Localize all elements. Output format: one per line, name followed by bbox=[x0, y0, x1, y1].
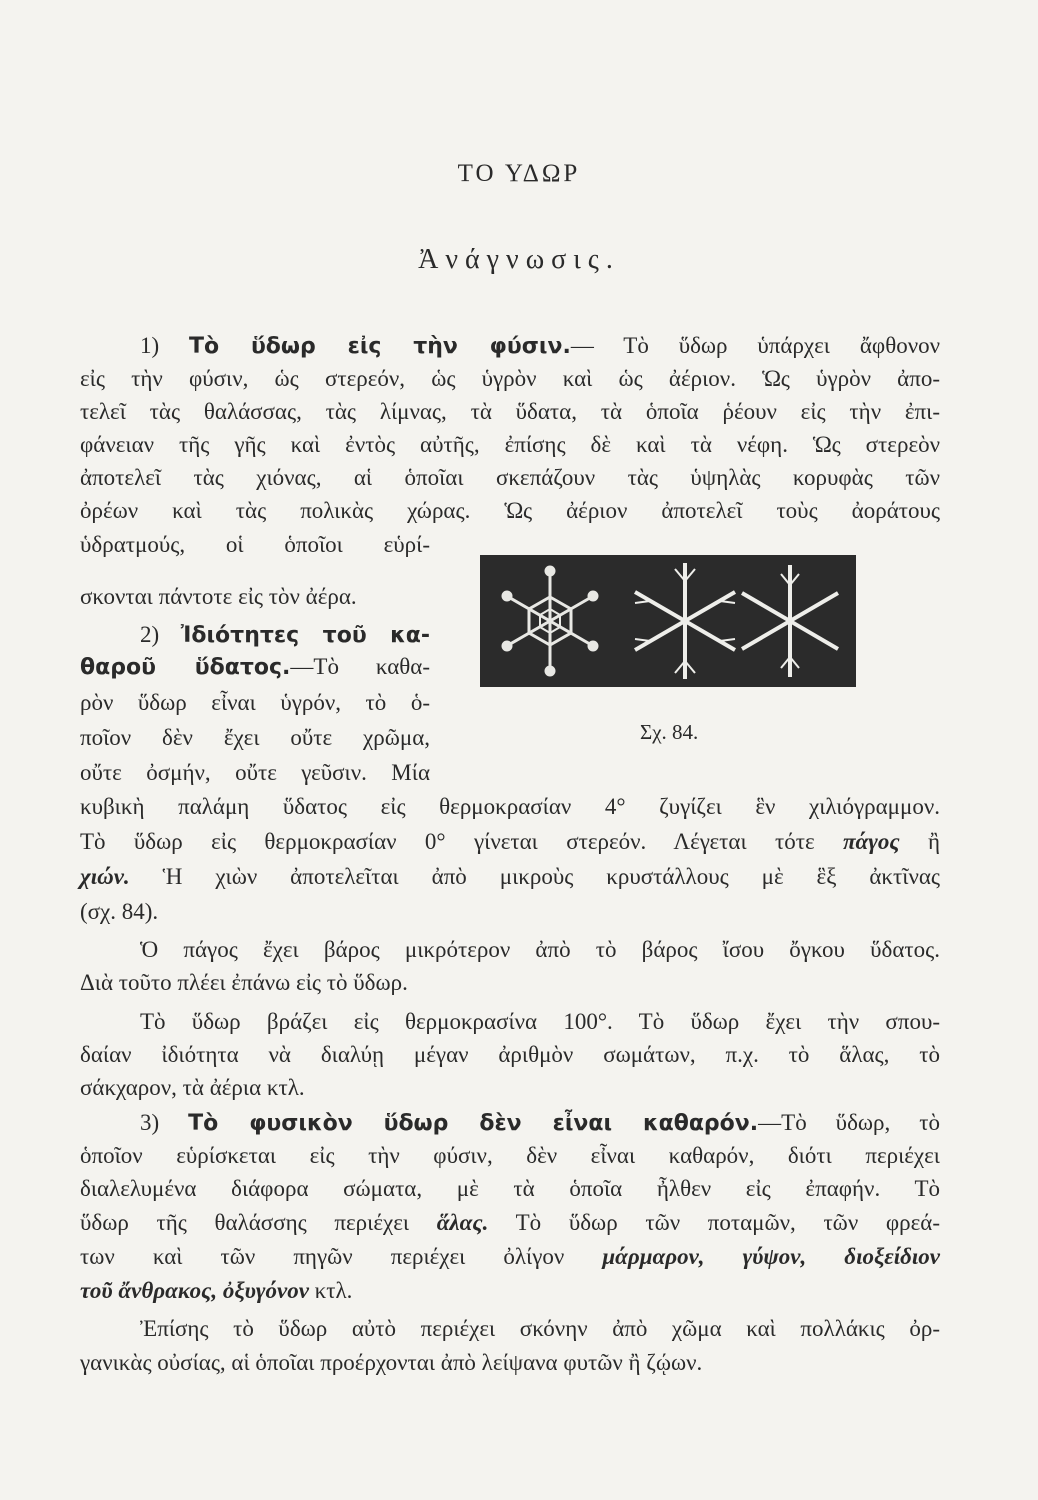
figure-caption: Σχ. 84. bbox=[640, 720, 699, 744]
s3-line-1-rest: —Τὸ ὕδωρ, τὸ bbox=[758, 1110, 941, 1135]
s1-line-2: εἰς τὴν φύσιν, ὡς στερεόν, ὡς ὑγρὸν καὶ ὡς ἀέριον. Ὡς ὑγρὸν ἀπο- bbox=[80, 366, 940, 391]
s3-line-4a: ὕδωρ τῆς θαλάσσης περιέχει bbox=[80, 1210, 410, 1235]
s2-line-4: ποῖον δὲν ἔχει οὔτε χρῶμα, bbox=[80, 725, 430, 750]
term-halas: ἅλας. bbox=[436, 1210, 489, 1235]
s2-line-8b: Ἡ χιὼν ἀποτελεῖται ἀπὸ μικροὺς κρυστάλλους μὲ ἓξ ἀκτῖνας bbox=[162, 864, 941, 889]
snowflake-figure bbox=[480, 555, 856, 687]
s2-line-7 bbox=[80, 827, 940, 857]
s1-line-8: σκονται πάντοτε εἰς τὸν ἀέρα. bbox=[80, 584, 357, 609]
term-dioxeidion: τοῦ ἄνθρακος, ὀξυγόνον bbox=[80, 1278, 309, 1303]
term-pagos: πάγος bbox=[843, 829, 900, 854]
chapter-title: ΤΟ ΥΔΩΡ bbox=[457, 160, 581, 187]
s3-line-1 bbox=[80, 1108, 940, 1139]
snowflake-illustration bbox=[480, 555, 856, 687]
s2-p3-line-2: δαίαν ἰδιότητα νὰ διαλύῃ μέγαν ἀριθμὸν σωμάτων, π.χ. τὸ ἅλας, τὸ bbox=[80, 1042, 940, 1067]
s3-p2-line-1: Ἐπίσης τὸ ὕδωρ αὐτὸ περιέχει σκόνην ἀπὸ χῶμα καὶ πολλάκις ὀρ- bbox=[140, 1316, 940, 1341]
s1-number: 1) bbox=[140, 333, 160, 358]
s1-line-1 bbox=[80, 331, 940, 362]
s2-p2-line-2: Διὰ τοῦτο πλέει ἐπάνω εἰς τὸ ὕδωρ. bbox=[80, 970, 408, 995]
term-chion: χιών. bbox=[80, 864, 130, 889]
s2-number: 2) bbox=[140, 622, 160, 647]
s3-line-3: διαλελυμένα διάφορα σώματα, μὲ τὰ ὁποῖα ἦλθεν εἰς ἐπαφήν. Τὸ bbox=[80, 1176, 940, 1201]
s1-line-3: τελεῖ τὰς θαλάσσας, τὰς λίμνας, τὰ ὕδατα, τὰ ὁποῖα ῥέουν εἰς τὴν ἐπι- bbox=[80, 399, 940, 424]
s1-line-6: ὀρέων καὶ τὰς πολικὰς χώρας. Ὡς ἀέριον ἀποτελεῖ τοὺς ἀοράτους bbox=[80, 498, 940, 523]
s2-line-2 bbox=[80, 652, 430, 683]
s2-line-5: οὔτε ὀσμήν, οὔτε γεῦσιν. Μία bbox=[80, 760, 430, 785]
s2-p3-line-3: σάκχαρον, τὰ ἀέρια κτλ. bbox=[80, 1075, 305, 1100]
s2-line-1 bbox=[80, 620, 430, 651]
s1-line-1-rest: — Τὸ ὕδωρ ὑπάρχει ἄφθονον bbox=[570, 333, 941, 358]
s3-line-2: ὁποῖον εὑρίσκεται εἰς τὴν φύσιν, δὲν εἶναι καθαρόν, διότι περιέχει bbox=[80, 1143, 940, 1168]
term-marmaron: μάρμαρον, γύψον, διοξείδιον bbox=[602, 1244, 940, 1269]
s3-line-5a: των καὶ τῶν πηγῶν περιέχει ὀλίγον bbox=[80, 1244, 565, 1269]
s1-line-4: φάνειαν τῆς γῆς καὶ ἐντὸς αὐτῆς, ἐπίσης δὲ καὶ τὰ νέφη. Ὡς στερεὸν bbox=[80, 432, 940, 457]
s3-line-4 bbox=[80, 1208, 940, 1238]
s3-p2-line-2: γανικὰς οὐσίας, αἱ ὁποῖαι προέρχονται ἀπὸ λείψανα φυτῶν ἢ ζῴων. bbox=[80, 1350, 703, 1375]
s2-line-3: ρὸν ὕδωρ εἶναι ὑγρόν, τὸ ὁ- bbox=[80, 690, 430, 715]
s3-line-5 bbox=[80, 1242, 940, 1272]
s1-heading: Τὸ ὕδωρ εἰς τὴν φύσιν. bbox=[189, 334, 571, 359]
s3-line-4c: Τὸ ὕδωρ τῶν ποταμῶν, τῶν φρεά- bbox=[515, 1210, 940, 1235]
s1-line-5: ἀποτελεῖ τὰς χιόνας, αἱ ὁποῖαι σκεπάζουν τὰς ὑψηλὰς κορυφὰς τῶν bbox=[80, 465, 940, 490]
s2-line-2-rest: —Τὸ καθα- bbox=[290, 654, 430, 679]
s2-p2-line-1: Ὁ πάγος ἔχει βάρος μικρότερον ἀπὸ τὸ βάρος ἴσου ὄγκου ὕδατος. bbox=[140, 937, 940, 962]
s1-line-7: ὑδρατμούς, οἱ ὁποῖοι εὑρί- bbox=[80, 532, 430, 557]
s2-heading-b: θαροῦ ὕδατος. bbox=[80, 655, 291, 680]
s2-line-6: κυβικὴ παλάμη ὕδατος εἰς θερμοκρασίαν 4° ζυγίζει ἓν χιλιόγραμμον. bbox=[80, 794, 940, 819]
s2-p3-line-1: Τὸ ὕδωρ βράζει εἰς θερμοκρασίνα 100°. Τὸ ὕδωρ ἔχει τὴν σπου- bbox=[140, 1009, 940, 1034]
s3-line-6 bbox=[80, 1276, 940, 1306]
s2-heading-a: Ἰδιότητες τοῦ κα- bbox=[180, 623, 431, 648]
section-subtitle: Ἀνάγνωσις. bbox=[418, 244, 620, 275]
s2-line-7a: Τὸ ὕδωρ εἰς θερμοκρασίαν 0° γίνεται στερεόν. Λέγεται τότε bbox=[80, 829, 815, 854]
s3-line-6b: κτλ. bbox=[314, 1278, 353, 1303]
s2-line-7c: ἢ bbox=[927, 829, 940, 854]
s2-line-9: (σχ. 84). bbox=[80, 899, 159, 924]
s3-number: 3) bbox=[140, 1110, 160, 1135]
s2-line-8 bbox=[80, 862, 940, 892]
s3-heading: Τὸ φυσικὸν ὕδωρ δὲν εἶναι καθαρόν. bbox=[188, 1111, 759, 1136]
